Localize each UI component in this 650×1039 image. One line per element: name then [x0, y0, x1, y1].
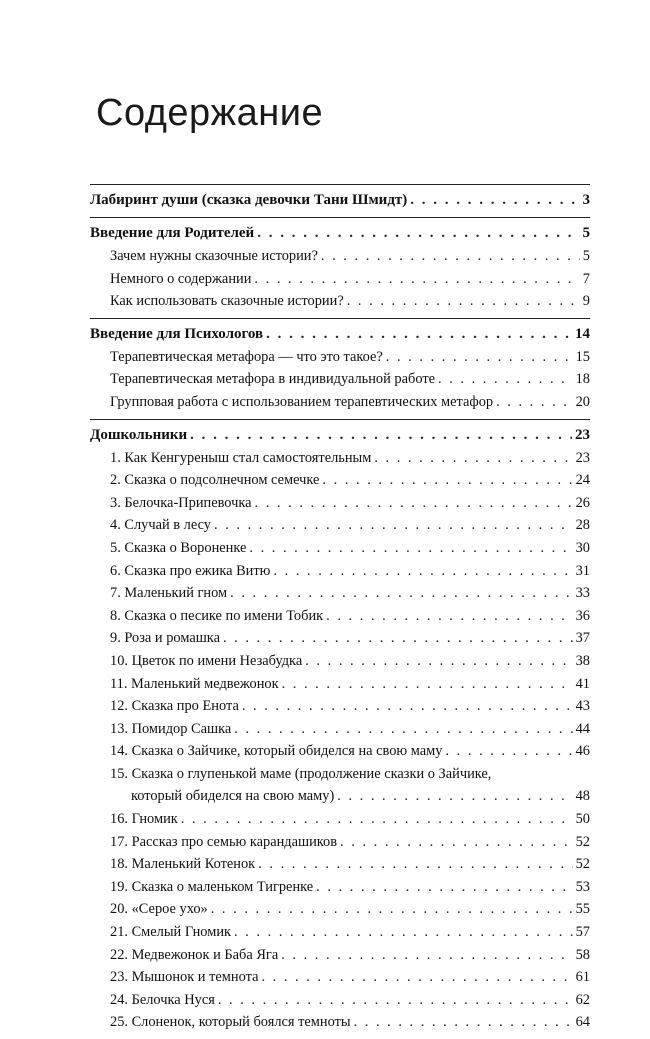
- toc-entry-title: Терапевтическая метафора в индивидуальной работе: [110, 371, 436, 388]
- dot-leader: [281, 944, 572, 967]
- toc-page-number: 52: [575, 833, 590, 850]
- toc-entry-title: 4. Случай в лесу: [110, 517, 212, 534]
- dot-leader: [218, 989, 573, 1012]
- toc-entry-title: 21. Смелый Гномик: [110, 924, 232, 941]
- toc-entry-title: 13. Помидор Сашка: [110, 720, 232, 737]
- toc-entry-title: 14. Сказка о Зайчике, который обиделся на свою маму: [110, 743, 443, 760]
- toc-page-number: 62: [575, 991, 590, 1008]
- dot-leader: [257, 222, 579, 245]
- toc-section-heading[interactable]: [90, 189, 590, 212]
- dot-leader: [340, 831, 573, 854]
- toc-page-number: 36: [575, 607, 590, 624]
- dot-leader: [230, 582, 572, 605]
- dot-leader: [305, 650, 572, 673]
- toc-entry[interactable]: [90, 391, 590, 414]
- toc-page-number: 41: [575, 675, 590, 692]
- toc-entry[interactable]: [90, 346, 590, 369]
- toc-page-number: 23: [575, 449, 590, 466]
- toc-entry[interactable]: [90, 898, 590, 921]
- toc-page-number: 44: [575, 720, 590, 737]
- toc-page-number: 48: [575, 788, 590, 805]
- toc-entry-title: 19. Сказка о маленьком Тигренке: [110, 878, 314, 895]
- toc-page-number: 64: [575, 1014, 590, 1031]
- toc-entry-title: Немного о содержании: [110, 270, 252, 287]
- toc-page-number: 33: [575, 585, 590, 602]
- toc-page-number: 3: [582, 192, 590, 208]
- toc-entry[interactable]: [90, 944, 590, 967]
- toc-page-number: 28: [575, 517, 590, 534]
- toc-page-number: 18: [575, 371, 590, 388]
- dot-leader: [190, 424, 572, 447]
- toc-section-heading[interactable]: [90, 424, 590, 447]
- toc-entry-title: Групповая работа с использованием терапевтических метафор: [110, 393, 494, 410]
- toc-page-number: 61: [575, 969, 590, 986]
- toc-entry[interactable]: [90, 921, 590, 944]
- toc-entry-title: Лабиринт души (сказка девочки Тани Шмидт): [90, 192, 408, 208]
- toc-page-number: 57: [575, 924, 590, 941]
- toc-entry[interactable]: [90, 831, 590, 854]
- dot-leader: [261, 966, 572, 989]
- toc-entry-title: 2. Сказка о подсолнечном семечке: [110, 472, 320, 489]
- toc-page-number: 30: [575, 539, 590, 556]
- toc-entry-title: 1. Как Кенгуреныш стал самостоятельным: [110, 449, 372, 466]
- toc-entry[interactable]: [90, 492, 590, 515]
- dot-leader: [347, 290, 580, 313]
- toc-page-number: 38: [575, 652, 590, 669]
- toc-entry[interactable]: [90, 989, 590, 1012]
- toc-entry-title: 23. Мышонок и темнота: [110, 969, 259, 986]
- toc-page-number: 37: [575, 630, 590, 647]
- dot-leader: [234, 718, 572, 741]
- dot-leader: [249, 537, 572, 560]
- dot-leader: [374, 447, 572, 470]
- dot-leader: [282, 673, 573, 696]
- toc-entry-title: Как использовать сказочные истории?: [110, 293, 344, 310]
- toc-entry-title: который обиделся на свою маму): [131, 788, 335, 805]
- toc-entry-title: 11. Маленький медвежонок: [110, 675, 279, 692]
- toc-entry[interactable]: [90, 245, 590, 268]
- dot-leader: [337, 785, 572, 808]
- toc-page-number: 14: [575, 325, 590, 342]
- toc-page-number: 23: [575, 426, 590, 443]
- toc-entry[interactable]: [90, 627, 590, 650]
- toc-entry-title: 16. Гномик: [110, 811, 178, 828]
- dot-leader: [234, 921, 573, 944]
- toc-entry-title: 6. Сказка про ежика Витю: [110, 562, 271, 579]
- dot-leader: [273, 560, 572, 583]
- toc-section-heading[interactable]: [90, 323, 590, 346]
- toc-entry[interactable]: [90, 740, 590, 763]
- toc-page-number: 5: [582, 225, 590, 241]
- toc-entry[interactable]: [90, 808, 590, 831]
- toc-page-number: 46: [575, 743, 590, 760]
- toc-entry[interactable]: [90, 447, 590, 470]
- toc-entry[interactable]: [90, 876, 590, 899]
- toc-entry[interactable]: [90, 514, 590, 537]
- toc-page-number: 31: [575, 562, 590, 579]
- toc-section: [90, 318, 590, 419]
- dot-leader: [326, 605, 572, 628]
- toc-page-number: 58: [575, 946, 590, 963]
- toc-section-heading[interactable]: [90, 222, 590, 245]
- toc-entry[interactable]: [90, 582, 590, 605]
- toc-entry-title: 17. Рассказ про семью карандашиков: [110, 833, 338, 850]
- toc-entry-title: 25. Слоненок, который боялся темноты: [110, 1014, 351, 1031]
- toc-entry-title: 8. Сказка о песике по имени Тобик: [110, 607, 324, 624]
- page-title: Содержание: [96, 92, 324, 134]
- toc-section: [90, 217, 590, 318]
- toc-entry[interactable]: [90, 560, 590, 583]
- toc-entry-title: 3. Белочка-Припевочка: [110, 494, 252, 511]
- toc-entry-continuation[interactable]: [110, 785, 590, 808]
- toc-entry[interactable]: [90, 1011, 590, 1034]
- toc-entry-title: 18. Маленький Котенок: [110, 856, 256, 873]
- toc-section: [90, 184, 590, 217]
- dot-leader: [211, 898, 573, 921]
- dot-leader: [445, 740, 572, 763]
- toc-entry-title: 22. Медвежонок и Баба Яга: [110, 946, 279, 963]
- toc-entry[interactable]: [90, 469, 590, 492]
- dot-leader: [255, 492, 573, 515]
- toc-entry[interactable]: [90, 650, 590, 673]
- toc-page-number: 5: [582, 248, 590, 264]
- toc-section: [90, 419, 590, 1039]
- toc-entry[interactable]: [90, 853, 590, 876]
- dot-leader: [322, 469, 572, 492]
- dot-leader: [181, 808, 573, 831]
- dot-leader: [410, 189, 579, 212]
- dot-leader: [214, 514, 573, 537]
- toc-entry[interactable]: [90, 537, 590, 560]
- dot-leader: [254, 268, 579, 291]
- toc-page-number: 24: [575, 472, 590, 489]
- toc-entry[interactable]: [90, 966, 590, 989]
- toc-entry[interactable]: [90, 268, 590, 291]
- dot-leader: [496, 391, 573, 414]
- toc-entry-title: 20. «Серое ухо»: [110, 901, 208, 918]
- toc-entry[interactable]: [90, 368, 590, 391]
- toc-page-number: 52: [575, 856, 590, 873]
- toc-page-number: 7: [582, 270, 590, 287]
- toc-page-number: 26: [575, 494, 590, 511]
- toc-page-number: 55: [575, 901, 590, 918]
- toc-entry-title: 5. Сказка о Вороненке: [110, 539, 247, 556]
- dot-leader: [258, 853, 572, 876]
- toc-page-number: 20: [575, 393, 590, 410]
- toc-entry[interactable]: [90, 673, 590, 696]
- dot-leader: [266, 323, 572, 346]
- toc-page-number: 9: [582, 293, 590, 310]
- toc-entry-title: 10. Цветок по имени Незабудка: [110, 652, 303, 669]
- toc-entry[interactable]: [90, 695, 590, 718]
- dot-leader: [354, 1011, 573, 1034]
- dot-leader: [316, 876, 572, 899]
- toc-entry[interactable]: [90, 290, 590, 313]
- dot-leader: [223, 627, 573, 650]
- toc-entry-title: Введение для Психологов: [90, 325, 264, 342]
- toc-entry[interactable]: [90, 718, 590, 741]
- toc-entry-title: 12. Сказка про Енота: [110, 698, 239, 715]
- dot-leader: [386, 346, 573, 369]
- toc-entry-title: Введение для Родителей: [90, 225, 255, 241]
- toc-entry[interactable]: [90, 605, 590, 628]
- dot-leader: [242, 695, 573, 718]
- toc-page-number: 43: [575, 698, 590, 715]
- toc-entry-title: Дошкольники: [90, 426, 188, 443]
- toc-entry-title: Терапевтическая метафора — что это такое?: [110, 348, 383, 365]
- toc-entry-title: 7. Маленький гном: [110, 585, 228, 602]
- toc-entry-title: 24. Белочка Нуся: [110, 991, 215, 1008]
- toc-page-number: 15: [575, 348, 590, 365]
- toc-entry-title: 15. Сказка о глупенькой маме (продолжение сказки о Зайчике,: [110, 765, 492, 782]
- dot-leader: [321, 245, 580, 268]
- toc-entry[interactable]: [90, 763, 590, 808]
- dot-leader: [438, 368, 573, 391]
- toc-entry-title: 9. Роза и ромашка: [110, 630, 220, 647]
- table-of-contents: [90, 184, 590, 1039]
- toc-entry-title: Зачем нужны сказочные истории?: [110, 248, 318, 264]
- toc-page-number: 50: [575, 811, 590, 828]
- toc-page-number: 53: [575, 878, 590, 895]
